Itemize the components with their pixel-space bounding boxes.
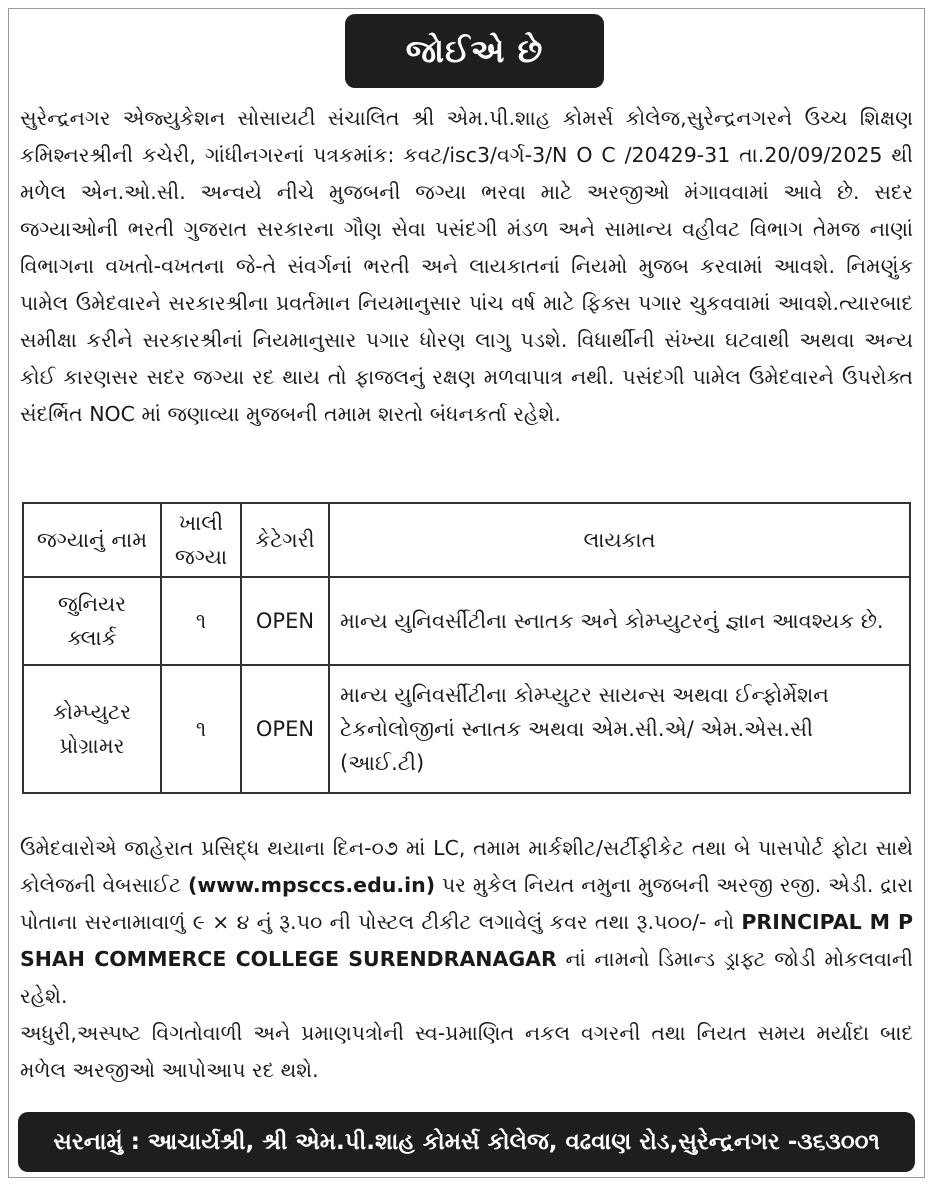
header-vacancy: ખાલી જગ્યા [161, 503, 241, 577]
instructions-text-c: નાં નામનો ડિમાન્ડ ડ્રાફ્ટ જોડી મોકલવાની રહેશે. [20, 947, 914, 1008]
qualification: માન્ય યુનિવર્સીટીના સ્નાતક અને કોમ્પ્યુટરનું જ્ઞાન આવશ્યક છે. [329, 577, 910, 665]
intro-paragraph: સુરેન્દ્રનગર એજ્યુકેશન સોસાયટી સંચાલિત શ્રી એમ.પી.શાહ કોમર્સ કોલેજ,સુરેન્દ્રનગરને ઉચ્ચ શિક્ષણ કમિશ્નરશ્રીની કચેરી, ગાંધીનગરનાં પત્રકમાંક: કવટ/isc3/વર્ગ-3/N O C /20429-31 તા.20/09/2025 થી મળેલ એન.ઓ.સી. અન્વયે નીચે મુજબની જગ્યા ભરવા માટે અરજીઓ મંગાવવામાં આવે છે. સદર જગ્યાઓની ભરતી ગુજરાત સરકારના ગૌણ સેવા પસંદગી મંડળ અને સામાન્ય વહીવટ વિભાગ તેમજ નાણાં વિભાગના વખતો-વખતના જે-તે સંવર્ગનાં ભરતી અને લાયકાતનાં નિયમો મુજબ કરવામાં આવશે. નિમણુંક પામેલ ઉમેદવારને સરકારશ્રીના પ્રવર્તમાન નિયમાનુસાર પાંચ વર્ષ માટે ફિક્સ પગાર ચુકવવામાં આવશે.ત્યારબાદ સમીક્ષા કરીને સરકારશ્રીનાં નિયમાનુસાર પગાર ધોરણ લાગુ પડશે. વિધાર્થીની સંખ્યા ઘટવાથી અથવા અન્ય કોઈ કારણસર સદર જગ્યા રદ થાય તો ફાજલનું રક્ષણ મળવાપાત્ર નથી. પસંદગી પામેલ ઉમેદવારને ઉપરોક્ત સંદર્ભિત NOC માં જણાવ્યા મુજબની તમામ શરતો બંધનકર્તા રહેશે. [20, 106, 913, 426]
post-name: જુનિયર ક્લાર્ક [23, 577, 161, 665]
category: OPEN [241, 665, 329, 793]
college-website-link[interactable]: (www.mpsccs.edu.in) [187, 873, 436, 897]
vacancy-table [22, 502, 911, 794]
address-banner [18, 1112, 915, 1172]
vacancy-count: ૧ [161, 577, 241, 665]
intro-section [20, 100, 913, 433]
table-header-row [23, 503, 910, 577]
post-name: કોમ્પ્યુટર પ્રોગ્રામર [23, 665, 161, 793]
address-text: સરનામું : આચાર્યશ્રી, શ્રી એમ.પી.શાહ કોમર્સ કોલેજ, વઢવાણ રોડ,સુરેન્દ્રનગર -૩૬૩૦૦૧ [53, 1129, 880, 1155]
vacancy-count: ૧ [161, 665, 241, 793]
rejection-note: અધુરી,અસ્પષ્ટ વિગતોવાળી અને પ્રમાણપત્રોની સ્વ-પ્રમાણિત નકલ વગરની તથા નિયત સમય મર્યાદા બાદ મળેલ અરજીઓ આપોઆપ રદ થશે. [20, 1021, 913, 1082]
table-row [23, 665, 910, 793]
instructions-text-a: ઉમેદવારોએ જાહેરાત પ્રસિદ્ધ થયાના દિન-૦૭ માં LC, તમામ માર્કશીટ/સર્ટીફીકેટ તથા બે પાસપોર્ટ ફોટા સાથે કોલેજની વેબસાઈટ [20, 836, 913, 897]
instructions-text-b: પર મુકેલ નિયત નમુના મુજબની અરજી રજી. એડી. દ્રારા પોતાના સરનામાવાળું ૯ × ૪ નું રૂ.૫૦ ની પોસ્ટલ ટીકીટ લગાવેલું કવર તથા રૂ.૫૦૦/- નો [20, 873, 913, 934]
category: OPEN [241, 577, 329, 665]
instructions-section [20, 830, 913, 1089]
qualification: માન્ય યુનિવર્સીટીના કોમ્પ્યુટર સાયન્સ અથવા ઈન્ફોર્મેશન ટેકનોલોજીનાં સ્નાતક અથવા એમ.સી.એ/ એમ.એસ.સી (આઈ.ટી) [329, 665, 910, 793]
header-post: જગ્યાનું નામ [23, 503, 161, 577]
header-qualification: લાયકાત [329, 503, 910, 577]
header-category: કેટેગરી [241, 503, 329, 577]
heading-banner [345, 14, 604, 88]
table-row [23, 577, 910, 665]
draft-payee-name: PRINCIPAL M P SHAH COMMERCE COLLEGE SURENDRANAGAR [20, 910, 913, 971]
page-title: જોઈએ છે [405, 31, 544, 70]
application-instructions [20, 830, 913, 1015]
